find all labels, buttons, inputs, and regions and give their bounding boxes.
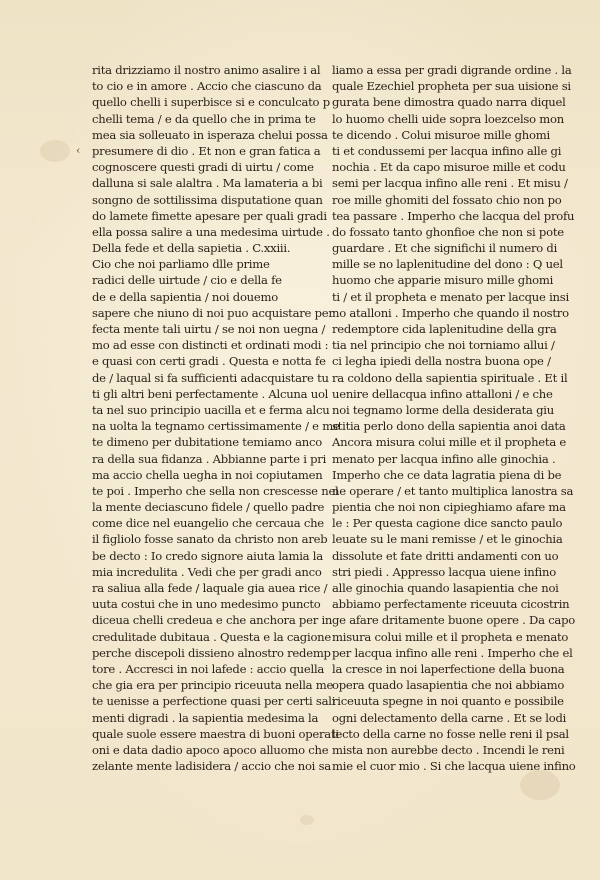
text-line: ra saliua alla fede / laquale gia auea rice /	[92, 581, 328, 595]
text-line: abbiamo perfectamente riceuuta cicostrin	[332, 597, 570, 612]
left-text-column	[92, 62, 340, 774]
text-line: lo huomo chelli uide sopra loezcelso mon	[332, 111, 564, 126]
text-line: zelante mente ladisidera / accio che noi sa	[92, 759, 331, 774]
text-line: mista non aurebbe decto . Incendi le reni	[332, 742, 565, 757]
text-line: fecta mente tali uirtu / se noi non uegna /	[92, 322, 326, 336]
text-line: na uolta la tegnamo certissimamente / e me	[92, 419, 340, 434]
text-line: ti / et il propheta e menato per lacque insi	[332, 289, 569, 304]
page-stain	[520, 770, 560, 800]
text-line: per lacqua infino alle reni . Imperho che el	[332, 645, 573, 660]
text-line: cognoscere questi gradi di uirtu / come	[92, 160, 314, 175]
text-line: la cresce in noi laperfectione della buona	[332, 661, 565, 676]
text-line: leuate su le mani remisse / et le ginochia	[332, 532, 563, 547]
text-line: sapere che niuno di noi puo acquistare per	[92, 305, 334, 320]
text-line: te poi . Imperho che sella non crescesse nel	[92, 483, 339, 498]
text-line: uenire dellacqua infino attalloni / e che	[332, 386, 553, 401]
text-line: dissolute et fate dritti andamenti con uo	[332, 548, 559, 563]
text-line: de / laqual si fa sufficienti adacquistare tu	[92, 370, 329, 385]
text-line: te dicendo . Colui misuroe mille ghomi	[332, 127, 550, 142]
text-line: songno de sottilissima disputatione quan	[92, 192, 323, 207]
text-line: guardare . Et che significhi il numero di	[332, 241, 558, 256]
text-line: rita drizziamo il nostro animo asalire i al	[92, 63, 321, 77]
text-line: ra della sua fidanza . Abbianne parte i pri	[92, 451, 327, 466]
text-line: e quasi con certi gradi . Questa e notta fe	[92, 354, 326, 369]
text-line: quale Ezechiel propheta per sua uisione si	[332, 79, 571, 94]
text-line: ella possa salire a una medesima uirtude .	[92, 224, 330, 239]
text-line: te uenisse a perfectione quasi per certi sali	[92, 694, 336, 709]
text-line: mille se no laplenitudine del dono : Q uel	[332, 257, 563, 272]
text-line: come dice nel euangelio che cercaua che	[92, 516, 324, 531]
text-line: Imperho che ce data lagratia piena di be	[332, 467, 562, 482]
text-line: opera quado lasapientia che noi abbiamo	[332, 678, 565, 693]
text-line: oni e data dadio apoco apoco alluomo che	[92, 742, 329, 757]
text-line: le : Per questa cagione dice sancto paulo	[332, 516, 563, 531]
text-line: do lamete fimette apesare per quali gradi	[92, 208, 327, 223]
text-line: ge afare dritamente buone opere . Da capo	[332, 613, 575, 628]
text-line: chelli tema / e da quello che in prima te	[92, 111, 316, 126]
text-line: tea passare . Imperho che lacqua del profu	[332, 208, 575, 223]
text-line: mea sia solleuato in isperaza chelui possa	[92, 127, 328, 142]
text-line: dalluna si sale alaltra . Ma lamateria a bi	[92, 176, 323, 191]
text-line: huomo che apparie misuro mille ghomi	[332, 273, 554, 288]
text-line: noi tegnamo lorme della desiderata giu	[332, 402, 554, 417]
page-stain	[40, 140, 70, 162]
page-stain	[300, 815, 314, 825]
text-line: la mente deciascuno fidele / quello padre	[92, 500, 325, 515]
text-line: ra coldono della sapientia spirituale . Et il	[332, 370, 568, 385]
text-line: uuta costui che in uno medesimo puncto	[92, 597, 321, 612]
text-line: de e della sapientia / noi douemo	[92, 289, 278, 304]
text-line: stri piedi . Appresso lacqua uiene infino	[332, 564, 556, 579]
text-line: stitia perlo dono della sapientia anoi data	[332, 419, 566, 434]
text-line: lecto della carne no fosse nelle reni il psal	[332, 726, 569, 741]
text-line: quale suole essere maestra di buoni operati	[92, 726, 339, 741]
text-line: pientia che noi non cipieghiamo afare ma	[332, 500, 566, 515]
text-line: ti gli altri beni perfectamente . Alcuna uol	[92, 386, 329, 401]
text-line: roe mille ghomiti del fossato chio non po	[332, 192, 562, 207]
text-line: ne operare / et tanto multiplica lanostra sa	[332, 483, 574, 498]
text-line: ogni delectamento della carne . Et se lodi	[332, 710, 567, 725]
text-line: ci legha ipiedi della nostra buona ope /	[332, 354, 551, 369]
text-line: perche discepoli dissieno alnostro redemp	[92, 645, 331, 660]
text-line: radici delle uirtude / cio e della fe	[92, 273, 282, 288]
text-line: to cio e in amore . Accio che ciascuno da	[92, 79, 322, 94]
text-line: riceuuta spegne in noi quanto e possibile	[332, 694, 564, 709]
text-line: mo ad esse con distincti et ordinati modi :	[92, 338, 329, 353]
text-line: ma accio chella uegha in noi copiutamen	[92, 467, 323, 482]
text-line: ta nel suo principio uacilla et e ferma alcu	[92, 402, 330, 417]
text-line: Cio che noi parliamo dlle prime	[92, 257, 270, 272]
text-line: te dimeno per dubitatione temiamo anco	[92, 435, 322, 450]
text-line: be decto : Io credo signore aiuta lamia la	[92, 548, 323, 563]
margin-mark: ‹	[76, 144, 81, 157]
right-text-column	[332, 62, 576, 774]
text-line: mia incredulita . Vedi che per gradi anco	[92, 564, 322, 579]
text-line: ti et condussemi per lacqua infino alle gi	[332, 143, 562, 158]
text-line: Della fede et della sapietia . C.xxiii.	[92, 241, 291, 256]
text-line: mie el cuor mio . Si che lacqua uiene infino	[332, 759, 576, 774]
text-line: gurata bene dimostra quado narra diquel	[332, 95, 566, 110]
text-line: diceua chelli credeua e che anchora per in	[92, 613, 333, 628]
text-line: no atalloni . Imperho che quando il nostro	[332, 305, 569, 320]
text-line: menti digradi . la sapientia medesima la	[92, 710, 319, 725]
text-line: quello chelli i superbisce si e conculcato p	[92, 95, 330, 110]
text-line: do fossato tanto ghonfioe che non si pote	[332, 224, 564, 239]
text-line: il figliolo fosse sanato da christo non areb	[92, 532, 328, 547]
text-line: nochia . Et da capo misuroe mille et codu	[332, 160, 566, 175]
text-line: Ancora misura colui mille et il propheta e	[332, 435, 567, 450]
text-line: alle ginochia quando lasapientia che noi	[332, 581, 559, 595]
text-line: menato per lacqua infino alle ginochia .	[332, 451, 556, 466]
text-line: tore . Accresci in noi lafede : accio quella	[92, 661, 325, 676]
text-line: semi per lacqua infino alle reni . Et misu /	[332, 176, 568, 191]
text-line: credulitade dubitaua . Questa e la cagione	[92, 629, 331, 644]
text-line: presumere di dio . Et non e gran fatica a	[92, 143, 321, 158]
text-line: liamo a essa per gradi digrande ordine . la	[332, 63, 572, 77]
text-line: misura colui mille et il propheta e menato	[332, 629, 569, 644]
text-line: che gia era per principio riceuuta nella me	[92, 678, 334, 693]
text-line: tia nel principio che noi torniamo allui /	[332, 338, 555, 353]
text-line: redemptore cida laplenitudine della gra	[332, 322, 557, 336]
